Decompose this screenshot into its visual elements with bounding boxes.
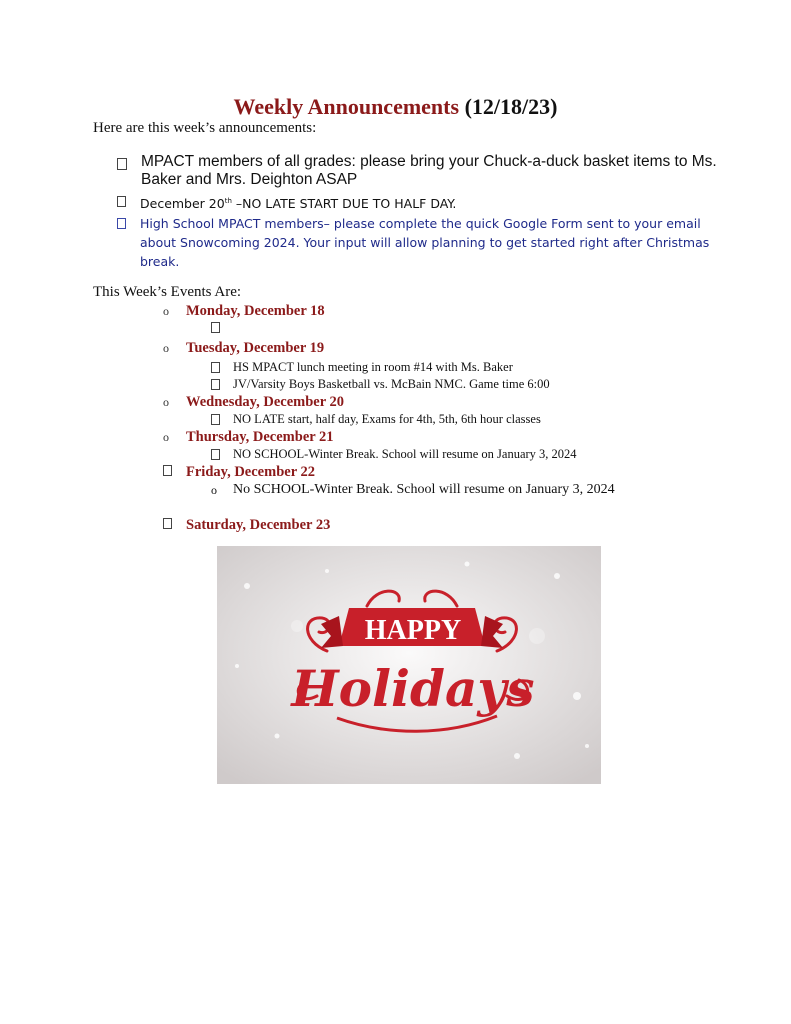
event-day-wednesday	[163, 393, 723, 411]
events-list	[163, 302, 723, 534]
event-item-text: NO SCHOOL-Winter Break. School will resume on January 3, 2024	[233, 447, 577, 461]
event-item-text: No SCHOOL-Winter Break. School will resume on January 3, 2024	[233, 482, 615, 497]
checkbox-bullet-icon	[117, 218, 126, 229]
event-day-label: Wednesday, December 20	[186, 394, 345, 410]
checkbox-bullet-icon	[163, 465, 172, 476]
event-day-friday	[163, 463, 723, 481]
announcement-date: December 20	[140, 196, 225, 212]
event-day-saturday	[163, 516, 723, 534]
title-main: Weekly Announcements	[233, 94, 460, 119]
event-item	[163, 446, 723, 463]
checkbox-bullet-icon	[117, 158, 127, 170]
event-item	[163, 322, 723, 333]
checkbox-bullet-icon	[211, 322, 220, 333]
announcement-item	[117, 192, 717, 213]
announcement-text	[140, 192, 456, 213]
event-day-thursday	[163, 428, 723, 446]
events-label: This Week’s Events Are:	[93, 284, 242, 300]
checkbox-bullet-icon	[211, 449, 220, 460]
event-day-label: Monday, December 18	[186, 303, 325, 319]
event-item	[163, 359, 723, 376]
circle-bullet-icon: o	[211, 483, 217, 497]
ordinal-suffix: th	[224, 197, 232, 205]
event-day-label: Saturday, December 23	[186, 517, 331, 533]
circle-bullet-icon: o	[163, 430, 169, 444]
circle-bullet-icon: o	[163, 304, 169, 318]
happy-text: HAPPY	[364, 615, 462, 646]
title-date: (12/18/23)	[464, 94, 558, 119]
intro-text: Here are this week’s announcements:	[93, 120, 317, 136]
announcement-list	[117, 153, 717, 271]
circle-bullet-icon: o	[163, 395, 169, 409]
event-item-text: NO LATE start, half day, Exams for 4th, 5th, 6th hour classes	[233, 412, 541, 426]
event-day-label: Tuesday, December 19	[186, 340, 325, 356]
announcement-rest: –NO LATE START DUE TO HALF DAY.	[231, 196, 457, 212]
checkbox-bullet-icon	[117, 196, 126, 207]
checkbox-bullet-icon	[211, 362, 220, 373]
holiday-graphic	[217, 546, 601, 784]
event-item	[163, 376, 723, 393]
event-day-label: Thursday, December 21	[186, 429, 334, 445]
happy-holidays-image	[217, 546, 601, 784]
announcement-text: MPACT members of all grades: please bring your Chuck-a-duck basket items to Ms. Baker and Mrs. Deighton ASAP	[141, 153, 717, 188]
checkbox-bullet-icon	[163, 518, 172, 529]
event-day-monday	[163, 302, 723, 320]
event-item-text: HS MPACT lunch meeting in room #14 with Ms. Baker	[233, 360, 513, 374]
checkbox-bullet-icon	[211, 414, 220, 425]
circle-bullet-icon: o	[163, 341, 169, 355]
event-item	[163, 411, 723, 428]
event-day-tuesday	[163, 339, 723, 357]
event-item-text: JV/Varsity Boys Basketball vs. McBain NMC. Game time 6:00	[233, 377, 550, 391]
holidays-text: Holidays	[291, 659, 535, 718]
checkbox-bullet-icon	[211, 379, 220, 390]
page-title	[0, 92, 791, 122]
announcement-item	[117, 214, 717, 271]
announcement-item	[117, 153, 717, 189]
event-item	[163, 481, 723, 499]
announcement-text: High School MPACT members– please complete the quick Google Form sent to your email about Snowcoming 2024. Your input will allow planning to get started right after Christmas break.	[140, 216, 710, 270]
event-day-label: Friday, December 22	[186, 464, 315, 480]
